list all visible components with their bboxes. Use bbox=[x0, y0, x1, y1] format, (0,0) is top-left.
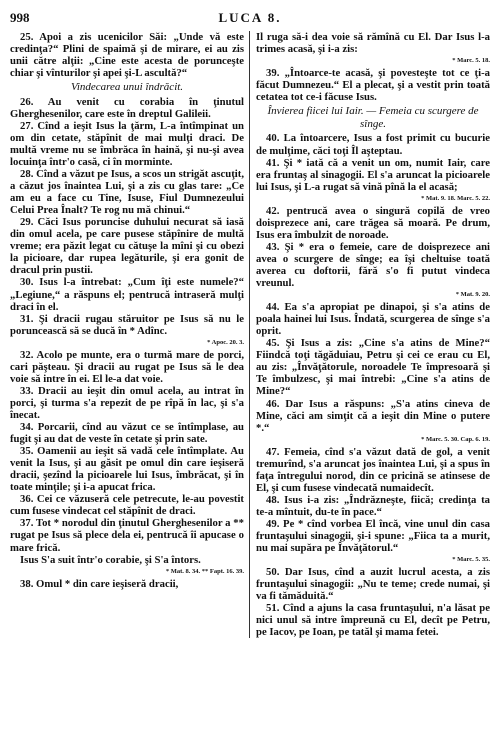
heading-text: Învierea fiicei lui Iair. — Femeia cu scurgere de sînge. bbox=[267, 105, 479, 130]
verse-paragraph bbox=[256, 518, 490, 566]
verse-paragraph bbox=[10, 445, 244, 493]
cross-reference: * Marc. 5. 30. Cap. 6. 19. bbox=[421, 435, 490, 443]
heading-text: Vindecarea unui îndrăcit. bbox=[70, 81, 184, 94]
page-header bbox=[10, 10, 490, 30]
verse-text: 29. Căci Isus poruncise duhului necurat să iasă din omul acela, pe care pusese stăpînire de multă vreme; era păzit legat cu cătuşe la mîni şi cu obezi la picioare, dar rupea legăturile, şi era gonit de dracul prin pustii. bbox=[10, 216, 244, 277]
verse-text: 50. Dar Isus, cînd a auzit lucrul acesta, a zis fruntaşului sinagogii: „Nu te teme; crede numai, şi va fi tămăduită.“ bbox=[256, 566, 490, 603]
cross-reference: * Mat. 8. 34. ** Fapt. 16. 39. bbox=[165, 567, 244, 575]
verse-paragraph bbox=[10, 96, 244, 120]
verse-paragraph bbox=[10, 349, 244, 385]
section-heading bbox=[256, 105, 490, 130]
verse-text: 40. La întoarcere, Isus a fost primit cu bucurie de mulţime, căci toţi Îl aşteptau. bbox=[256, 132, 490, 157]
verse-text: 44. Ea s'a apropiat pe dinapoi, şi s'a atins de poala hainei lui Isus. Îndată, scurgerea de sînge s'a oprit. bbox=[256, 301, 490, 338]
verse-paragraph bbox=[10, 554, 244, 578]
verse-text: 33. Dracii au ieşit din omul acela, au intrat în porci, şi turma s'a repezit de pe rîpă în lac, şi s'a înecat. bbox=[10, 384, 244, 421]
text-columns bbox=[10, 31, 490, 638]
verse-text: Isus S'a suit într'o corabie, şi S'a întors. bbox=[20, 553, 201, 566]
verse-paragraph bbox=[10, 168, 244, 216]
verse-text: 37. Tot * norodul din ţinutul Gherghesenilor a ** rugat pe Isus să plece dela ei, pentrucă îi apucase o mare frică. bbox=[10, 517, 244, 554]
cross-reference: * Mat. 9. 20. bbox=[455, 291, 490, 299]
verse-paragraph bbox=[10, 276, 244, 312]
verse-paragraph bbox=[256, 132, 490, 156]
verse-text: 41. Şi * iată că a venit un om, numit Iair, care era fruntaş al sinagogii. El s'a aruncat la picioarele lui Isus, şi L-a rugat să vină pînă la el acasă; bbox=[256, 156, 490, 193]
page-number: 998 bbox=[10, 10, 30, 25]
verse-paragraph bbox=[256, 494, 490, 518]
verse-paragraph bbox=[10, 493, 244, 517]
left-column bbox=[10, 31, 250, 638]
verse-paragraph bbox=[256, 31, 490, 67]
cross-reference: * Apoc. 20. 3. bbox=[207, 338, 244, 346]
verse-text: 32. Acolo pe munte, era o turmă mare de porci, cari păşteau. Şi dracii au rugat pe Isus să le dea voie să intre în ei. El le-a dat voie. bbox=[10, 348, 244, 385]
verse-paragraph bbox=[10, 216, 244, 276]
verse-paragraph bbox=[256, 398, 490, 446]
verse-text: 46. Dar Isus a răspuns: „S'a atins cineva de Mine, căci am simţit că a ieşit din Mine o putere *.“ bbox=[256, 397, 490, 434]
cross-reference: * Mat. 9. 18. Marc. 5. 22. bbox=[421, 194, 490, 202]
running-head: LUCA 8. bbox=[218, 10, 282, 25]
verse-paragraph bbox=[256, 67, 490, 103]
verse-text: 30. Isus l-a întrebat: „Cum îţi este numele?“ „Legiune,“ a răspuns el; pentrucă intraseră mulţi draci în el. bbox=[10, 276, 244, 313]
verse-paragraph bbox=[10, 578, 244, 590]
verse-text: 43. Şi * era o femeie, care de doisprezece ani avea o scurgere de sînge; ea îşi cheltuise toată averea cu doftorii, fără s'o fi putut vindeca vreunul. bbox=[256, 240, 490, 290]
verse-text: 31. Şi dracii rugau stăruitor pe Isus să nu le poruncească să se ducă în * Adînc. bbox=[10, 312, 244, 337]
verse-text: 42. pentrucă avea o singură copilă de vreo doisprezece ani, care trăgea să moară. Pe drum, Isus era îmbulzit de noroade. bbox=[256, 204, 490, 241]
verse-text: 39. „Întoarce-te acasă, şi povesteşte tot ce ţi-a făcut Dumnezeu.“ El a plecat, şi a vestit prin toată cetatea tot ce-i făcuse Isus. bbox=[256, 67, 490, 104]
verse-text: 34. Porcarii, cînd au văzut ce se întîmplase, au fugit şi au dat de veste în cetate şi prin sate. bbox=[10, 421, 244, 446]
verse-paragraph bbox=[256, 602, 490, 638]
verse-paragraph bbox=[256, 157, 490, 205]
verse-paragraph bbox=[10, 421, 244, 445]
verse-paragraph bbox=[10, 385, 244, 421]
verse-paragraph bbox=[256, 566, 490, 602]
verse-text: 49. Pe * cînd vorbea El încă, vine unul din casa fruntaşului sinagogii, şi-i spune: „Fiica ta a murit, nu mai supăra pe Învăţătorul.“ bbox=[256, 517, 490, 555]
verse-text: 25. Apoi a zis ucenicilor Săi: „Unde vă este credinţa?“ Plini de spaimă şi de mirare, ei au zis unii către alţii: „Cine este acesta de porunceşte chiar şi vînturilor şi apei şi-L ascultă?“ bbox=[10, 31, 244, 80]
verse-text: 47. Femeia, cînd s'a văzut dată de gol, a venit tremurînd, s'a aruncat jos înaintea Lui, şi a spus în faţa întregului norod, din ce pricină se atinsese de El, şi cum fusese vindecată numaidecît. bbox=[256, 445, 490, 494]
verse-paragraph bbox=[256, 205, 490, 241]
verse-text: 48. Isus i-a zis: „Îndrăzneşte, fiică; credinţa ta te-a mîntuit, du-te în pace.“ bbox=[256, 493, 490, 518]
verse-text: 35. Oamenii au ieşit să vadă cele întîmplate. Au venit la Isus, şi au găsit pe omul din care ieşiseră dracii, şezînd la picioarele lui Isus, îmbrăcat, şi în toate minţile; şi i-a apucat frica. bbox=[10, 445, 244, 494]
verse-paragraph bbox=[256, 446, 490, 494]
verse-text: 45. Şi Isus a zis: „Cine s'a atins de Mine?“ Fiindcă toţi tăgăduiau, Petru şi cei ce erau cu El, au zis: „Învăţătorule, noroadele Te împresoară şi Te îmbulzesc, şi mai întrebi: „Cine s'a atins de Mine?“ bbox=[256, 337, 490, 398]
cross-reference: * Marc. 5. 35. bbox=[452, 556, 490, 564]
verse-paragraph bbox=[10, 517, 244, 553]
verse-paragraph bbox=[10, 31, 244, 79]
verse-text: 26. Au venit cu corabia în ţinutul Gherghesenilor, care este în dreptul Galileii. bbox=[10, 95, 244, 120]
verse-text: 28. Cînd a văzut pe Isus, a scos un strigăt ascuţit, a căzut jos înaintea Lui, şi a zis cu glas tare: „Ce am eu a face cu Tine, Isuse, Fiul Dumnezeului Celui Preа Înalt? Te rog nu mă chinui.“ bbox=[10, 168, 244, 217]
cross-reference: * Marc. 5. 18. bbox=[452, 57, 490, 65]
verse-text: 36. Cei ce văzuseră cele petrecute, le-au povestit cum fusese vindecat cel stăpînit de draci. bbox=[10, 493, 244, 518]
verse-paragraph bbox=[10, 120, 244, 168]
verse-text: 51. Cînd a ajuns la casa fruntaşului, n'a lăsat pe nici unul să intre împreună cu El, decît pe Petru, pe Iacov, pe Ioan, pe tatăl şi mama fetei. bbox=[256, 602, 490, 639]
verse-text: 27. Cînd a ieşit Isus la ţărm, L-a întîmpinat un om din cetate, stăpînit de mai mulţi draci. De multă vreme nu se îmbrăca în haină, şi nu-şi avea locuinţa într'o casă, ci în morminte. bbox=[10, 119, 244, 169]
verse-paragraph bbox=[256, 301, 490, 337]
section-heading bbox=[10, 81, 244, 94]
verse-text: 38. Omul * din care ieşiseră dracii, bbox=[20, 577, 179, 590]
verse-text: Il ruga să-i dea voie să rămînă cu El. Dar Isus l-a trimes acasă, şi i-a zis: bbox=[256, 31, 490, 56]
right-column bbox=[250, 31, 490, 638]
verse-paragraph bbox=[256, 337, 490, 397]
verse-paragraph bbox=[10, 313, 244, 349]
verse-paragraph bbox=[256, 241, 490, 301]
